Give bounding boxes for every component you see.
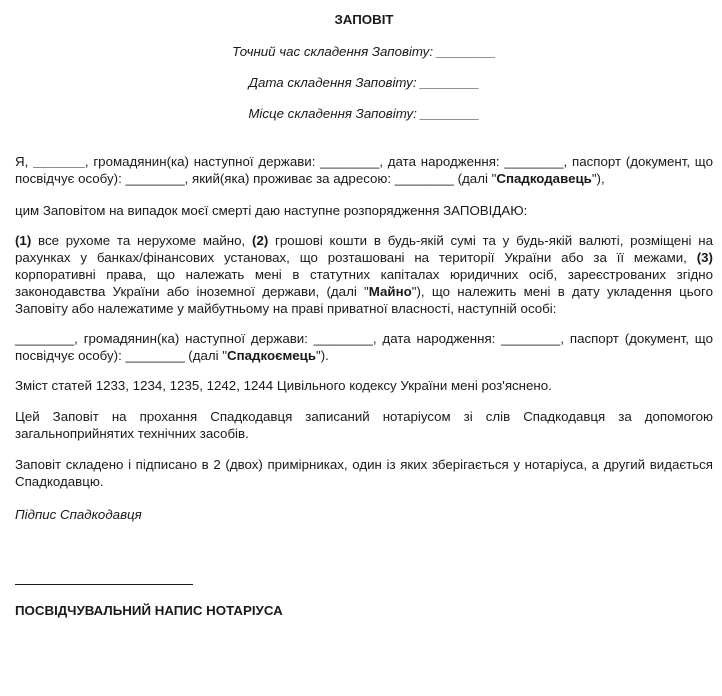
- text-segment: ").: [316, 348, 329, 363]
- term-heir: Спадкоємець: [227, 348, 317, 363]
- name-blank: _______: [33, 154, 85, 169]
- paragraph-testator: [15, 153, 713, 187]
- text-segment: все рухоме та нерухоме майно,: [31, 233, 253, 248]
- item-number: (2): [252, 233, 269, 248]
- meta-place: Місце складення Заповіту: ________: [248, 106, 480, 121]
- text-segment: "), що належить мені в дату укладення цього Заповіту або належатиме у майбутньому на праві приватної власності, наступній особі:: [15, 284, 713, 316]
- item-number: (1): [15, 233, 32, 248]
- paragraph-property: [15, 232, 713, 317]
- signature-label: Підпис Спадкодавця: [15, 507, 142, 522]
- meta-time: Точний час складення Заповіту: ________: [232, 44, 496, 59]
- notary-heading: ПОСВІДЧУВАЛЬНИЙ НАПИС НОТАРІУСА: [15, 603, 283, 618]
- term-testator: Спадкодавець: [496, 171, 592, 186]
- text-segment: корпоративні права, що належать мені в статутних капіталах юридичних осіб, зареєстрованих згідно законодавства України або іноземної держави, (далі ": [15, 267, 713, 299]
- text-segment: , громадянин(ка) наступної держави: ________, дата народження: ________, паспорт (документ, що посвідчує особу): ________, який(яка) проживає за адресою: ________ (далі ": [15, 154, 713, 186]
- meta-date: Дата складення Заповіту: ________: [248, 75, 480, 90]
- term-property: Майно: [368, 284, 412, 299]
- text-segment: "),: [591, 171, 605, 186]
- document-title: ЗАПОВІТ: [334, 12, 394, 27]
- text-segment: ________, громадянин(ка) наступної держави: ________, дата народження: ________, паспорт (документ, що посвідчує особу): ________ (далі ": [15, 331, 713, 363]
- signature-line: [15, 584, 193, 585]
- paragraph-heir: [15, 330, 713, 364]
- paragraph-recorded: Цей Заповіт на прохання Спадкодавця записаний нотаріусом зі слів Спадкодавця за допомогою загальноприйнятих технічних засобів.: [15, 409, 713, 441]
- item-number: (3): [696, 250, 713, 265]
- text-segment: грошові кошти в будь-якій сумі та у будь-якій валюті, розміщені на рахунках у банках/фінансових установах, що розташовані на території України або за її межами,: [15, 233, 714, 265]
- text-segment: Я,: [15, 154, 34, 169]
- paragraph-bequeath: цим Заповітом на випадок моєї смерті даю наступне розпорядження ЗАПОВІДАЮ:: [15, 203, 528, 218]
- paragraph-copies: Заповіт складено і підписано в 2 (двох) примірниках, один із яких зберігається у нотаріуса, а другий видається Спадкодавцю.: [15, 457, 713, 489]
- paragraph-articles: Зміст статей 1233, 1234, 1235, 1242, 1244 Цивільного кодексу України мені роз'яснено.: [15, 378, 552, 393]
